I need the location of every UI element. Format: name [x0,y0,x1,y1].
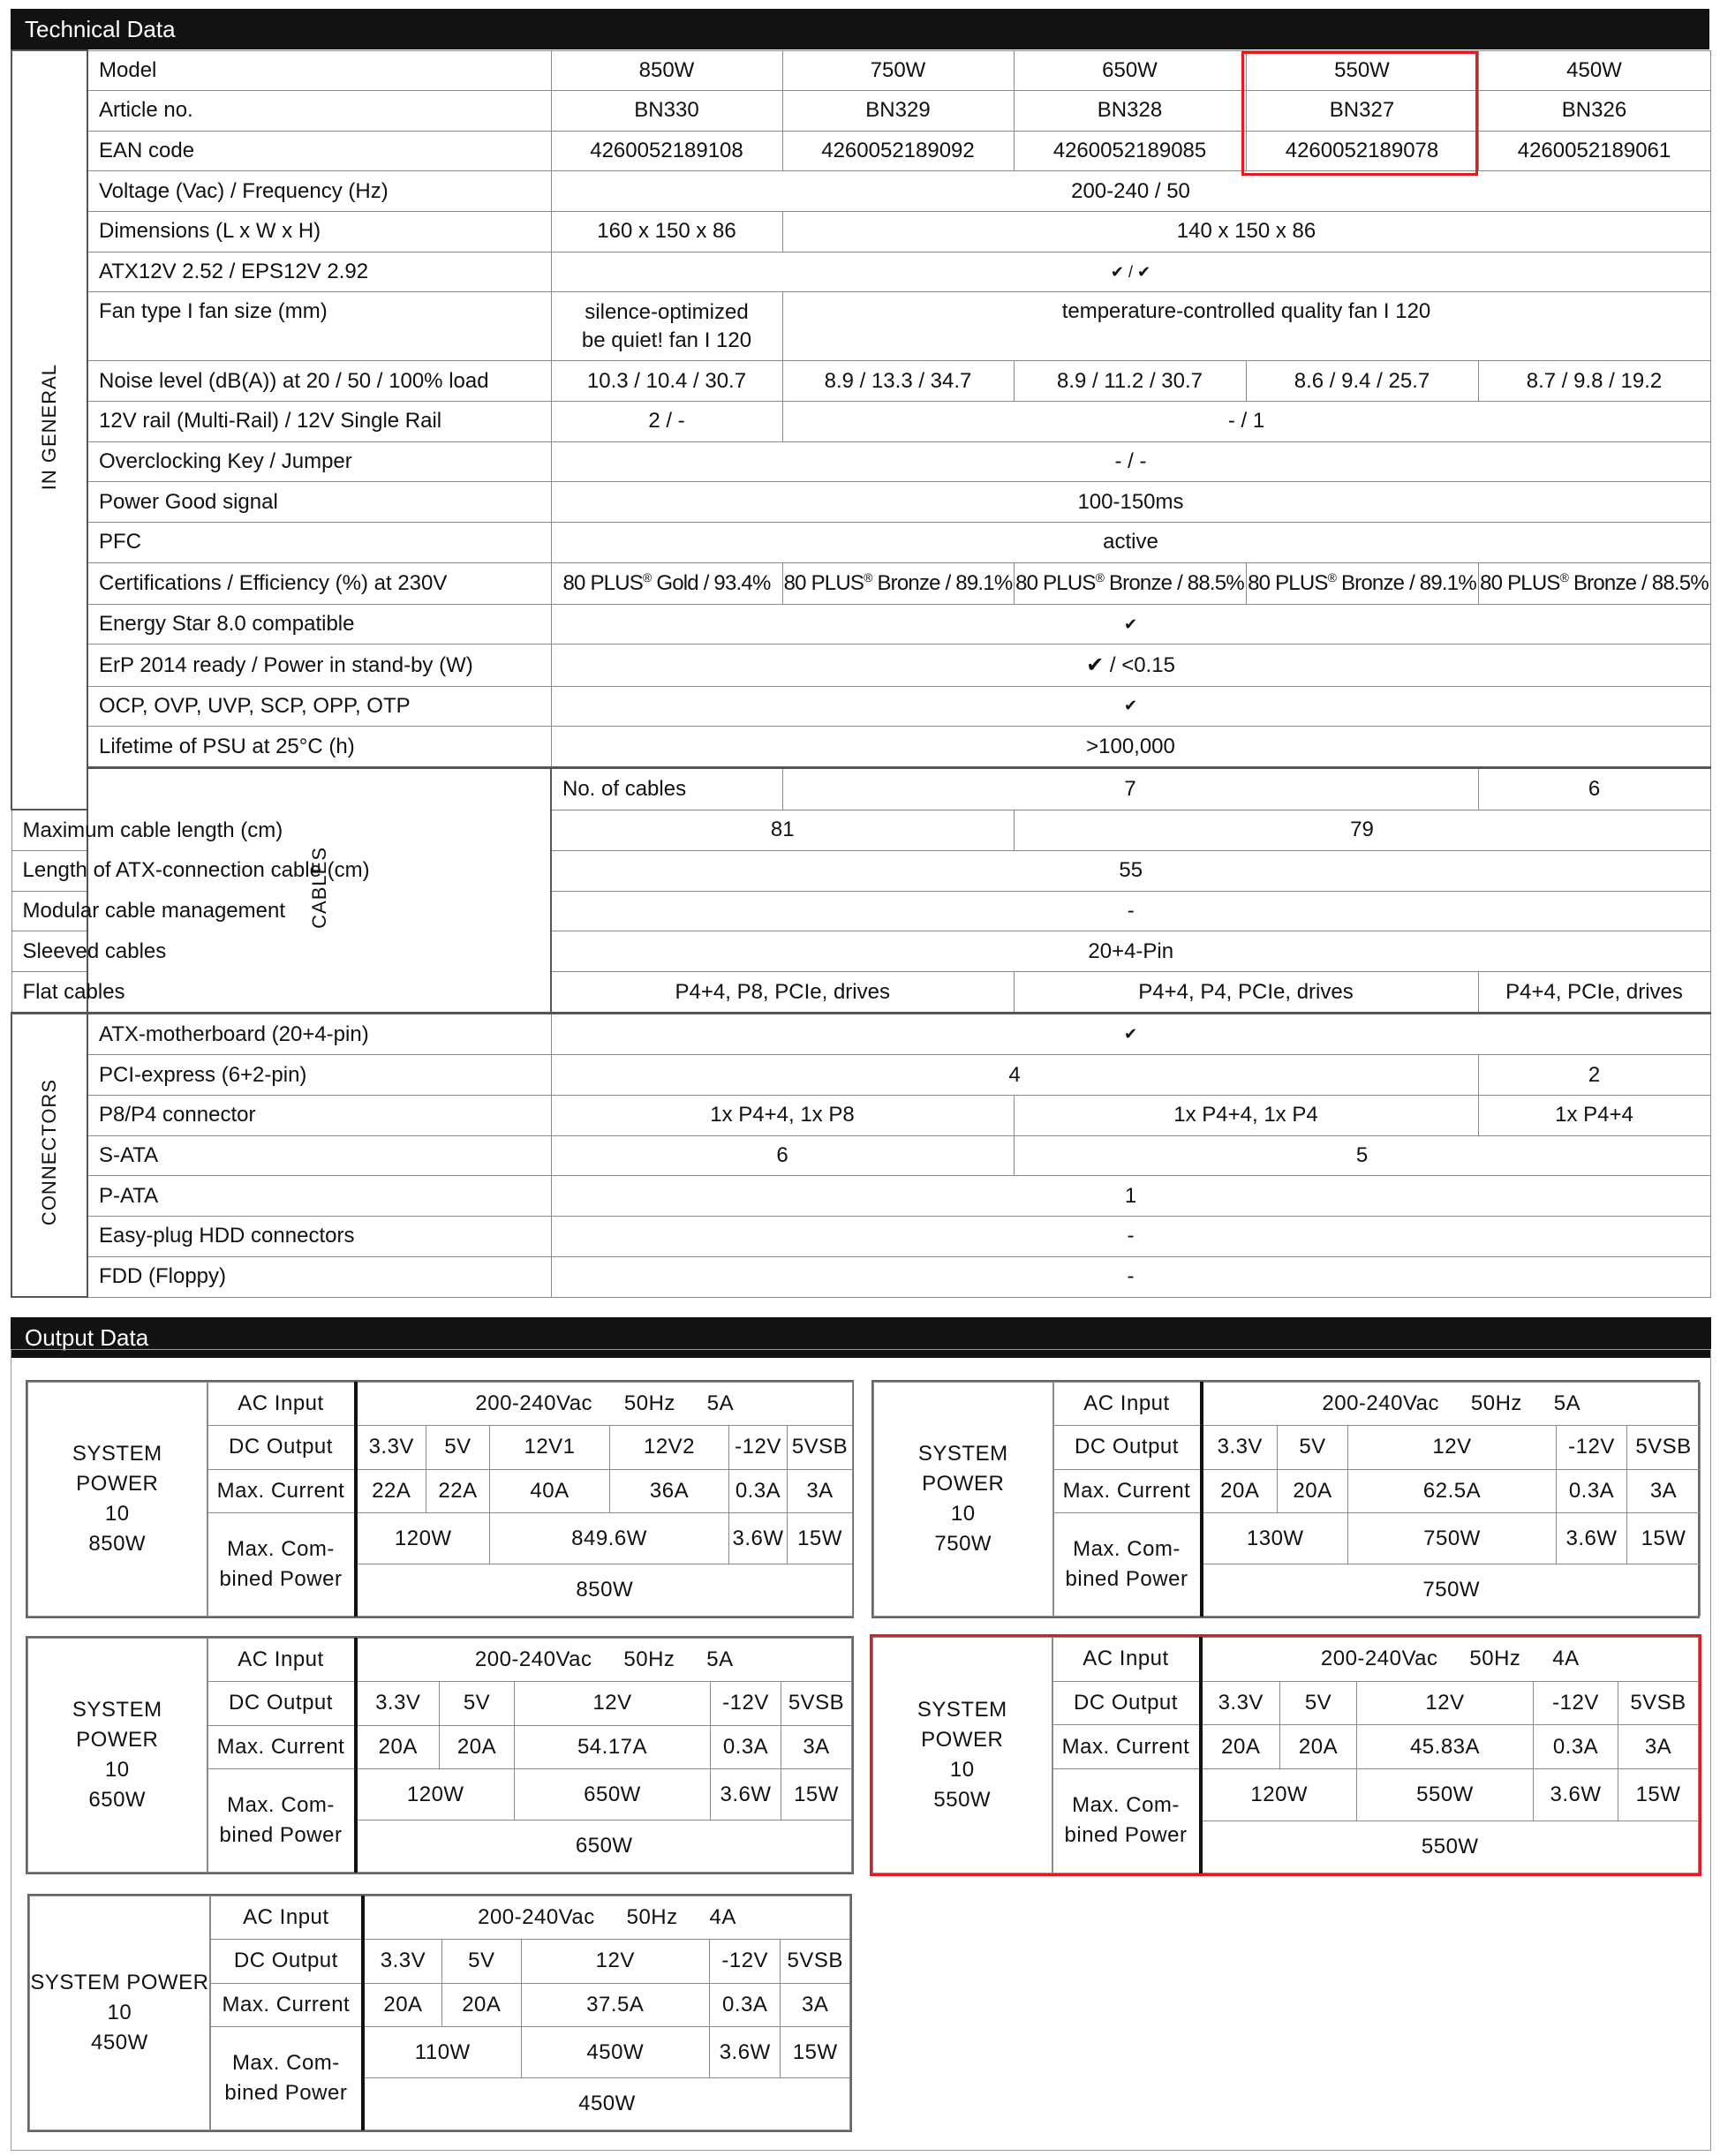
row-easy-plug: Easy-plug HDD connectors - [11,1217,1710,1257]
row-certifications: Certifications / Efficiency (%) at 230V 80 PLUS® Gold / 93.4% 80 PLUS® Bronze / 89.1% 80 PLUS® Bronze / 88.5% 80 PLUS® Bronze / 89.1% 80 PLUS® Bronze / 88.5% [11,562,1710,604]
system-power-label: SYSTEM POWER 10 550W [873,1638,1052,1873]
technical-data-header: Technical Data [11,9,1709,49]
row-atx: ATX12V 2.52 / EPS12V 2.92 ✔ / ✔ [11,252,1710,292]
row-max-cable-length: Maximum cable length (cm) 81 79 [11,810,1710,850]
row-ean: EAN code 4260052189108 4260052189092 4260052189085 4260052189078 4260052189061 [11,131,1710,171]
output-box-650w: SYSTEM POWER 10 650W AC Input 200-240Vac 50Hz 5A DC Output 3.3V 5V 12V -12V 5VSB Max. Current 20A 20A 54.17A 0.3A 3A Max. Com- bined Power 120W 650W 3.6W 15W 650W [26,1636,854,1874]
system-power-label: SYSTEM POWER 10 650W [28,1639,207,1873]
row-no-of-cables: CABLES No. of cables 7 6 [11,768,1710,810]
row-sleeved: Sleeved cables 20+4-Pin [11,931,1710,972]
row-article: Article no. BN330 BN329 BN328 BN327 BN326 [11,91,1710,132]
row-power-good: Power Good signal 100-150ms [11,482,1710,523]
row-pfc: PFC active [11,522,1710,562]
output-data-header: Output Data [11,1317,1711,1358]
output-box-850w: SYSTEM POWER 10 850W AC Input 200-240Vac 50Hz 5A DC Output 3.3V 5V 12V1 12V2 -12V 5VSB Max. Current 22A 22A 40A 36A 0.3A 3A Max. Com- bined Power 120W 849.6W 3.6W 15W 850W [26,1380,854,1618]
system-power-label: SYSTEM POWER 10 850W [28,1383,207,1617]
system-power-label: SYSTEM POWER 10 750W [874,1383,1053,1617]
output-data-area [11,1349,1711,2151]
row-energy-star: Energy Star 8.0 compatible ✔ [11,604,1710,645]
row-pci-express: PCI-express (6+2-pin) 4 2 [11,1055,1710,1096]
row-atx-cable-length: Length of ATX-connection cable (cm) 55 [11,851,1710,892]
row-pata: P-ATA 1 [11,1176,1710,1217]
row-overclocking: Overclocking Key / Jumper - / - [11,441,1710,482]
output-box-450w: SYSTEM POWER 10 450W AC Input 200-240Vac 50Hz 4A DC Output 3.3V 5V 12V -12V 5VSB Max. Current 20A 20A 37.5A 0.3A 3A Max. Com- bined Power 110W 450W 3.6W 15W 450W [27,1894,852,2132]
row-rail: 12V rail (Multi-Rail) / 12V Single Rail 2 / - - / 1 [11,401,1710,441]
row-dimensions: Dimensions (L x W x H) 160 x 150 x 86 140 x 150 x 86 [11,212,1710,253]
output-box-550w: SYSTEM POWER 10 550W AC Input 200-240Vac 50Hz 4A DC Output 3.3V 5V 12V -12V 5VSB Max. Current 20A 20A 45.83A 0.3A 3A Max. Com- bined Power 120W 550W 3.6W 15W 550W [870,1634,1701,1876]
system-power-label: SYSTEM POWER 10 450W [30,1896,210,2130]
row-p8-p4: P8/P4 connector 1x P4+4, 1x P8 1x P4+4, 1x P4 1x P4+4 [11,1096,1710,1136]
row-erp: ErP 2014 ready / Power in stand-by (W) ✔ / <0.15 [11,645,1710,686]
group-connectors: CONNECTORS [11,1014,87,1297]
row-fan: Fan type I fan size (mm) silence-optimized be quiet! fan I 120 temperature-controlled quality fan I 120 [11,292,1710,361]
row-noise: Noise level (dB(A)) at 20 / 50 / 100% load 10.3 / 10.4 / 30.7 8.9 / 13.3 / 34.7 8.9 / 11.2 / 30.7 8.6 / 9.4 / 25.7 8.7 / 9.8 / 19.2 [11,361,1710,402]
row-modular: Modular cable management - [11,891,1710,931]
row-lifetime: Lifetime of PSU at 25°C (h) >100,000 [11,727,1710,768]
row-voltage: Voltage (Vac) / Frequency (Hz) 200-240 / 50 [11,171,1710,212]
row-sata: S-ATA 6 5 [11,1135,1710,1176]
group-in-general: IN GENERAL [11,50,87,810]
technical-data-table [11,49,1711,1298]
row-flat-cables: Flat cables P4+4, P8, PCIe, drives P4+4, P4, PCIe, drives P4+4, PCIe, drives [11,972,1710,1014]
output-box-750w: SYSTEM POWER 10 750W AC Input 200-240Vac 50Hz 5A DC Output 3.3V 5V 12V -12V 5VSB Max. Current 20A 20A 62.5A 0.3A 3A Max. Com- bined Power 130W 750W 3.6W 15W 750W [871,1380,1700,1618]
row-protections: OCP, OVP, UVP, SCP, OPP, OTP ✔ [11,686,1710,727]
row-model: IN GENERAL Model 850W 750W 650W 550W 450W [11,50,1710,91]
group-cables: CABLES [87,768,551,1014]
row-fdd: FDD (Floppy) - [11,1256,1710,1297]
row-atx-motherboard: CONNECTORS ATX-motherboard (20+4-pin) ✔ [11,1014,1710,1055]
